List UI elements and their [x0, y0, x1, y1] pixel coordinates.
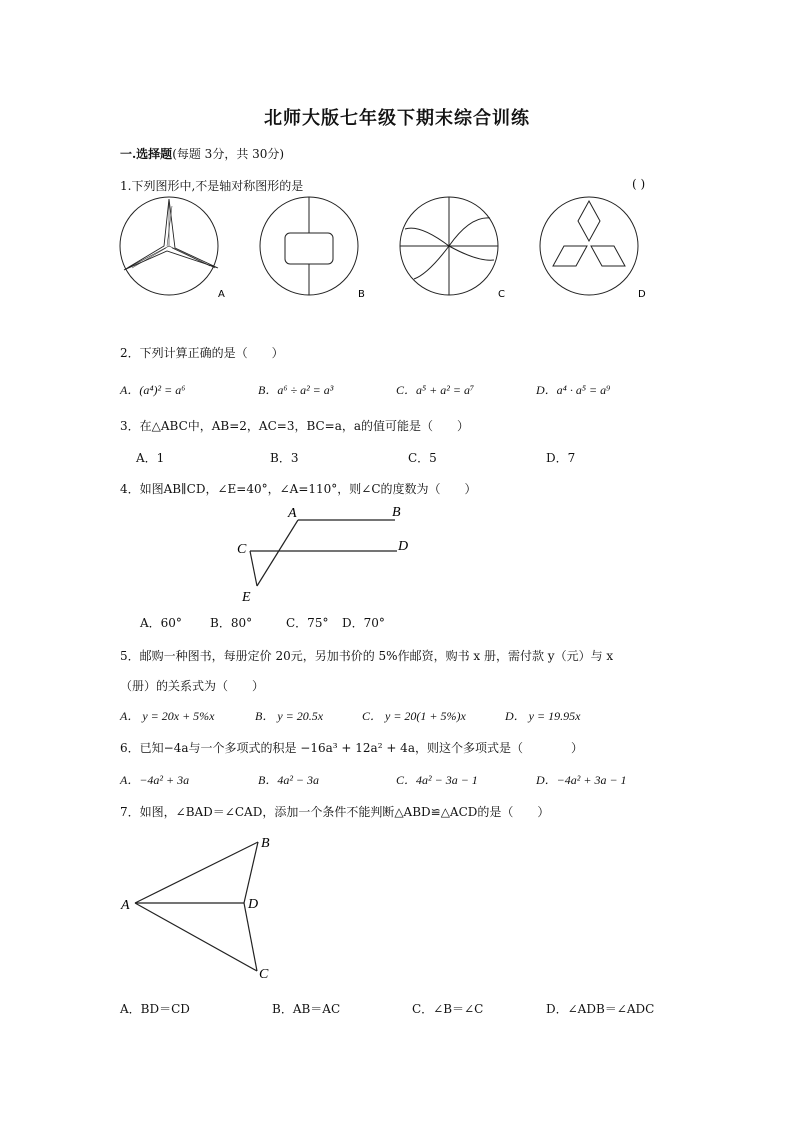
q4-option-c: C．75°: [286, 616, 329, 630]
q1-figure-a: [120, 197, 218, 295]
q4-point-a: A: [288, 506, 297, 521]
q2-option-b: B．a⁶ ÷ a² = a³: [258, 383, 334, 397]
q7-line-ab: [135, 842, 258, 903]
q1-figure-d: [540, 197, 638, 295]
q5-option-c: C． y = 20(1 + 5%)x: [362, 709, 466, 723]
q1-figure-b: [260, 197, 358, 295]
q5-stem-line1: 5．邮购一种图书，每册定价 20元，另加书价的 5%作邮资，购书 x 册，需付款 y（元）与 x: [120, 649, 614, 663]
q4-option-b: B．80°: [210, 616, 253, 630]
q7-point-c: C: [259, 967, 269, 982]
q5-option-d: D． y = 19.95x: [505, 709, 581, 723]
q6-stem: 6．已知−4a与一个多项式的积是 −16a³ + 12a² + 4a，则这个多项式是（ ）: [120, 741, 583, 755]
q2-option-d: D．a⁴ · a⁵ = a⁹: [536, 383, 611, 397]
q5-option-b: B． y = 20.5x: [255, 709, 324, 723]
q3-option-b: B．3: [270, 451, 299, 465]
q7-option-d: D．∠ADB＝∠ADC: [546, 1002, 655, 1016]
q1-figure-c: [400, 197, 498, 295]
q4-option-a: A．60°: [140, 616, 182, 630]
q2-option-a: A．(a⁴)² = a⁶: [120, 383, 186, 397]
q5-option-a: A． y = 20x + 5%x: [120, 709, 215, 723]
q6-option-a: A．−4a² + 3a: [120, 773, 190, 787]
q6-option-d: D．−4a² + 3a − 1: [536, 773, 627, 787]
q3-option-a: A．1: [136, 451, 165, 465]
section-note: (每题 3分，共 30分): [172, 147, 285, 161]
q7-line-ac: [135, 903, 257, 971]
q1-stem: 1.下列图形中,不是轴对称图形的是: [120, 179, 304, 193]
q5-stem-line2: （册）的关系式为（ ）: [120, 679, 265, 693]
q4-point-e: E: [242, 590, 251, 605]
q7-line-dc: [244, 903, 257, 971]
q7-option-c: C．∠B＝∠C: [412, 1002, 484, 1016]
q3-option-c: C．5: [408, 451, 437, 465]
q1-label-b: B: [358, 289, 365, 300]
q7-point-d: D: [248, 897, 259, 912]
q6-option-c: C．4a² − 3a − 1: [396, 773, 478, 787]
q3-stem: 3．在△ABC中，AB=2，AC=3，BC=a，a的值可能是（ ）: [120, 419, 470, 433]
q4-point-c: C: [237, 542, 247, 557]
q6-option-b: B．4a² − 3a: [258, 773, 320, 787]
q2-option-c: C．a⁵ + a² = a⁷: [396, 383, 475, 397]
q3-option-d: D．7: [546, 451, 576, 465]
q1-figures: [110, 196, 670, 306]
q7-option-a: A．BD＝CD: [120, 1002, 190, 1016]
q2-stem: 2．下列计算正确的是（ ）: [120, 346, 284, 360]
q7-point-a: A: [121, 898, 130, 913]
q1-answer-blank: ( ): [632, 177, 646, 191]
section-title: 一.选择题: [120, 147, 173, 161]
q4-point-b: B: [392, 505, 401, 520]
q1-label-d: D: [638, 289, 646, 300]
q4-line-ae: [257, 520, 298, 586]
q1-label-c: C: [498, 289, 505, 300]
q4-point-d: D: [398, 539, 409, 554]
section-heading: [120, 145, 284, 162]
q4-stem: 4．如图AB∥CD，∠E=40°，∠A=110°，则∠C的度数为（ ）: [120, 482, 477, 496]
q7-point-b: B: [261, 836, 270, 851]
q7-line-bd: [244, 842, 258, 903]
page-title: 北师大版七年级下期末综合训练: [264, 108, 530, 129]
q7-option-b: B．AB＝AC: [272, 1002, 341, 1016]
q7-figure: [118, 830, 288, 985]
q7-stem: 7．如图，∠BAD＝∠CAD，添加一个条件不能判断△ABD≌△ACD的是（ ）: [120, 805, 550, 819]
q4-line-ce: [250, 551, 257, 586]
q1-label-a: A: [218, 289, 225, 300]
q4-figure: [230, 500, 430, 608]
q4-option-d: D．70°: [342, 616, 385, 630]
